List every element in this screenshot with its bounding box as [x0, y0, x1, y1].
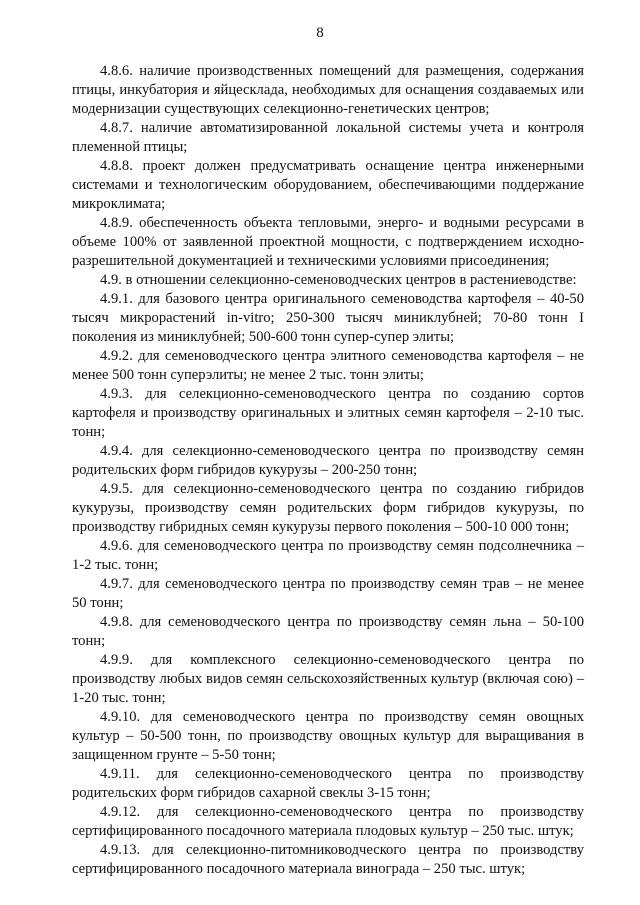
paragraph-4-9-13: 4.9.13. для селекционно-питомниководческого центра по производству сертифицированного посадочного материала винограда – 250 тыс. штук;	[72, 842, 584, 877]
document-body	[72, 62, 584, 879]
paragraph-4-9-6: 4.9.6. для семеноводческого центра по производству семян подсолнечника – 1-2 тыс. тонн;	[72, 538, 584, 573]
paragraph-4-8-6: 4.8.6. наличие производственных помещений для размещения, содержания птицы, инкубатория и яйцесклада, необходимых для оснащения создаваемых или модернизации существующих селекционно-генетических центров;	[72, 63, 584, 117]
paragraph-4-9-12: 4.9.12. для селекционно-семеноводческого центра по производству сертифицированного посадочного материала плодовых культур – 250 тыс. штук;	[72, 804, 584, 839]
paragraph-4-9-2: 4.9.2. для семеноводческого центра элитного семеноводства картофеля – не менее 500 тонн суперэлиты; не менее 2 тыс. тонн элиты;	[72, 348, 584, 383]
paragraph-4-9: 4.9. в отношении селекционно-семеноводческих центров в растениеводстве:	[100, 272, 577, 288]
paragraph-4-8-7: 4.8.7. наличие автоматизированной локальной системы учета и контроля племенной птицы;	[72, 120, 584, 155]
paragraph-4-9-3: 4.9.3. для селекционно-семеноводческого центра по созданию сортов картофеля и производству оригинальных и элитных семян картофеля – 2-10 тыс. тонн;	[72, 386, 584, 440]
page-number: 8	[316, 25, 324, 41]
paragraph-4-9-10: 4.9.10. для семеноводческого центра по производству семян овощных культур – 50-500 тонн, по производству овощных культур для выращивания в защищенном грунте – 5-50 тонн;	[72, 709, 584, 763]
paragraph-4-8-8: 4.8.8. проект должен предусматривать оснащение центра инженерными системами и технологическим оборудованием, обеспечивающими поддержание микроклимата;	[72, 158, 584, 212]
paragraph-4-9-5: 4.9.5. для селекционно-семеноводческого центра по созданию гибридов кукурузы, производству семян родительских форм гибридов кукурузы, по производству гибридных семян кукурузы первого поколения – 500-10 000 тонн;	[72, 481, 584, 535]
paragraph-4-9-8: 4.9.8. для семеноводческого центра по производству семян льна – 50-100 тонн;	[72, 614, 584, 649]
paragraph-4-9-4: 4.9.4. для селекционно-семеноводческого центра по производству семян родительских форм гибридов кукурузы – 200-250 тонн;	[72, 443, 584, 478]
paragraph-4-9-9: 4.9.9. для комплексного селекционно-семеноводческого центра по производству любых видов семян сельскохозяйственных культур (включая сою) – 1-20 тыс. тонн;	[72, 652, 584, 706]
paragraph-4-8-9: 4.8.9. обеспеченность объекта тепловыми, энерго- и водными ресурсами в объеме 100% от заявленной проектной мощности, с подтверждением исходно-разрешительной документацией и техническими условиями присоединения;	[72, 215, 584, 269]
paragraph-4-9-1: 4.9.1. для базового центра оригинального семеноводства картофеля – 40-50 тысяч микрорастений in-vitro; 250-300 тысяч миниклубней; 70-80 тонн I поколения из миниклубней; 500-600 тонн супер-супер элиты;	[72, 291, 584, 345]
paragraph-4-9-7: 4.9.7. для семеноводческого центра по производству семян трав – не менее 50 тонн;	[72, 576, 584, 611]
paragraph-4-9-11: 4.9.11. для селекционно-семеноводческого центра по производству родительских форм гибридов сахарной свеклы 3-15 тонн;	[72, 766, 584, 801]
